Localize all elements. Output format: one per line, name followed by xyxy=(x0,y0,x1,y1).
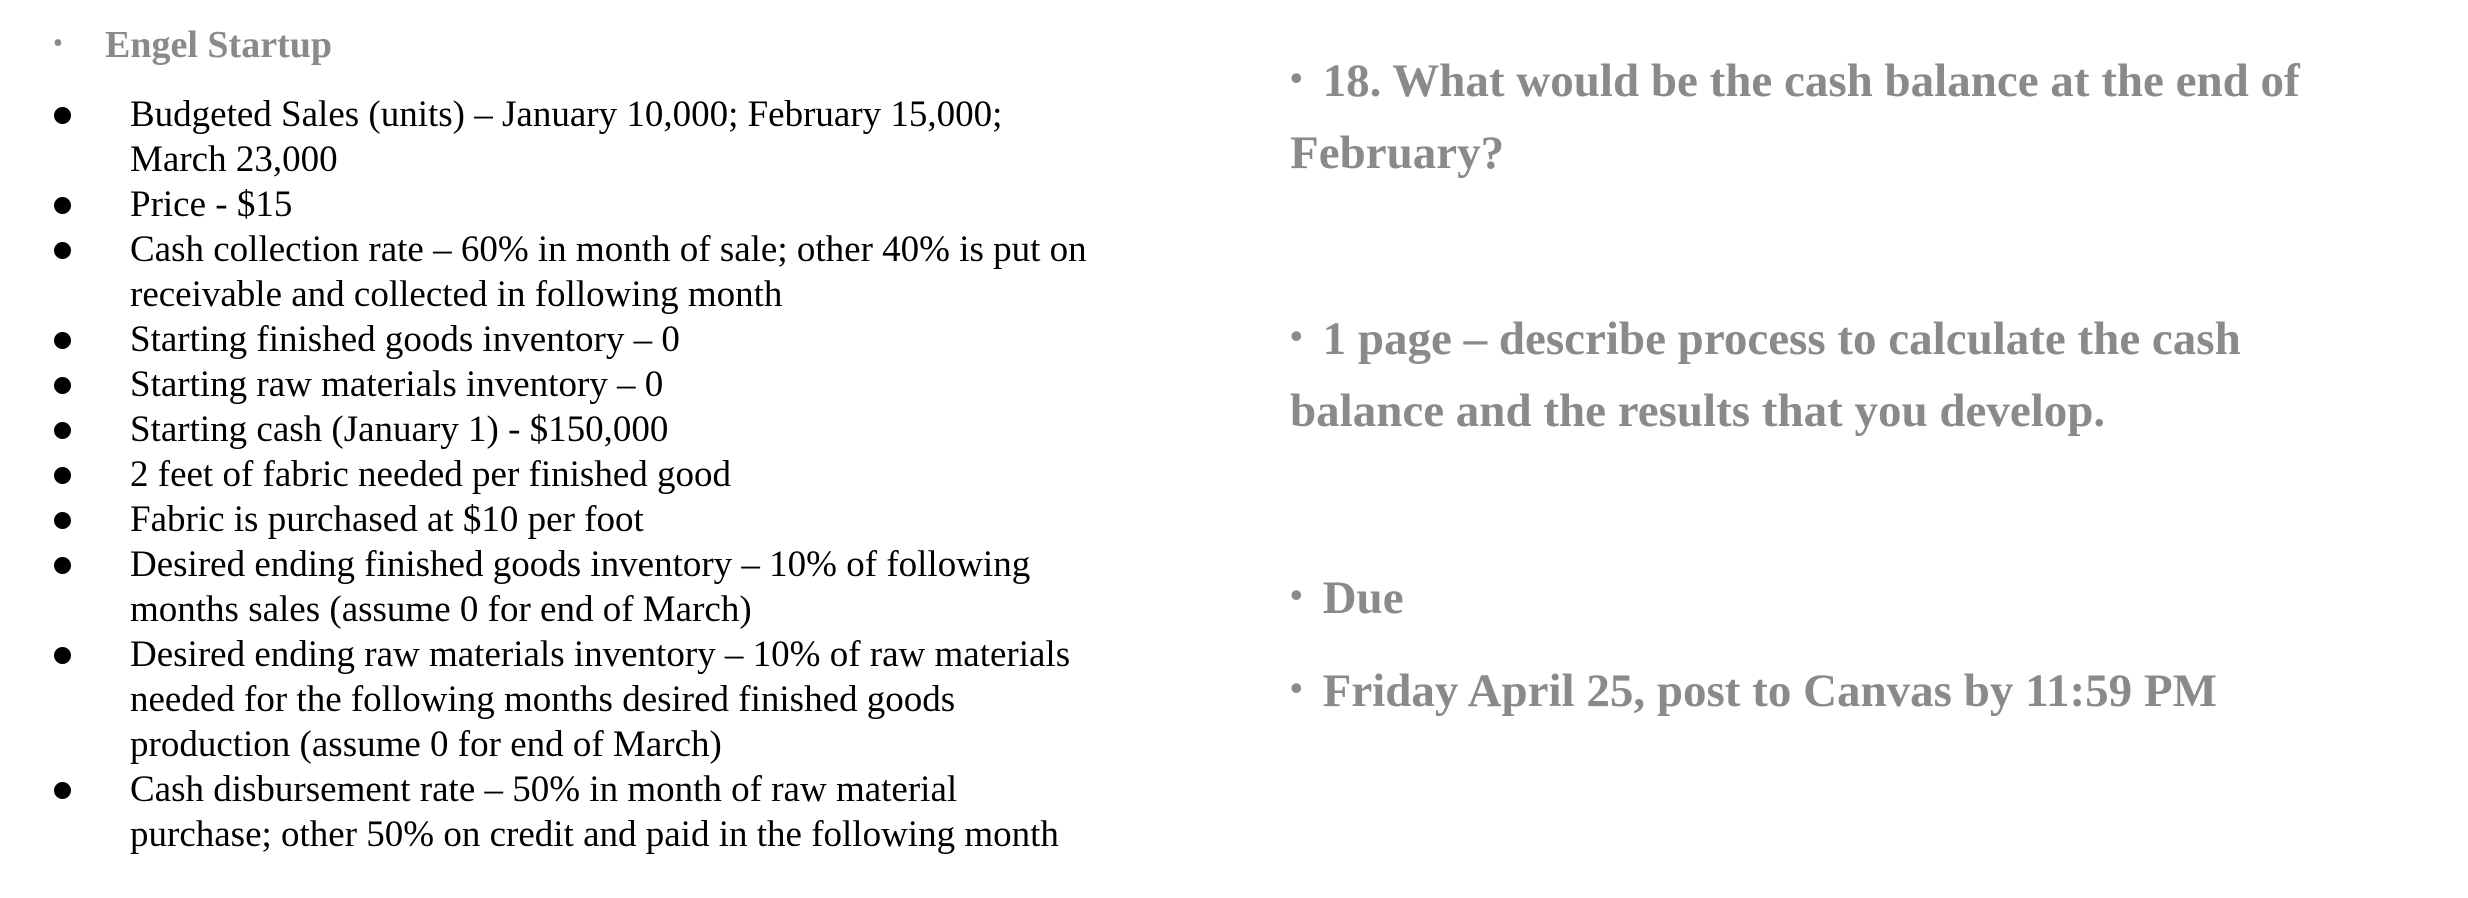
list-item-line: production (assume 0 for end of March) xyxy=(130,724,722,765)
list-item-line: months sales (assume 0 for end of March) xyxy=(130,589,752,630)
due-bullet: • xyxy=(1290,575,1303,615)
task-bullet: • xyxy=(1290,316,1303,356)
list-item xyxy=(0,92,1087,182)
bullet-dot xyxy=(54,377,71,394)
list-item-line: needed for the following months desired finished goods xyxy=(130,679,956,720)
due-date: Friday April 25, post to Canvas by 11:59 PM xyxy=(1322,665,2217,717)
bullet-dot xyxy=(54,782,71,799)
list-item-line: Cash collection rate – 60% in month of sale; other 40% is put on xyxy=(130,229,1087,270)
heading-text: Engel Startup xyxy=(105,24,332,66)
list-item xyxy=(0,452,1087,497)
bullet-dot xyxy=(54,422,71,439)
question-line-2: February? xyxy=(1290,127,1505,179)
bullet-dot xyxy=(54,242,71,259)
task-line-2: balance and the results that you develop. xyxy=(1290,385,2106,437)
question-text-1: 18. What would be the cash balance at the end of xyxy=(1322,55,2300,107)
list-item-line: Price - $15 xyxy=(130,184,293,225)
due-date-block xyxy=(1290,657,2217,729)
list-item xyxy=(0,227,1087,317)
list-item xyxy=(0,317,1087,362)
bullet-dot xyxy=(54,647,71,664)
bullet-dot xyxy=(54,197,71,214)
list-item xyxy=(0,407,1087,452)
list-item-line: Starting cash (January 1) - $150,000 xyxy=(130,409,669,450)
task-block xyxy=(1290,305,2241,446)
list-item-line: Starting finished goods inventory – 0 xyxy=(130,319,680,360)
list-item-line: Desired ending finished goods inventory – 10% of following xyxy=(130,544,1031,585)
bullet-dot xyxy=(54,107,71,124)
task-line-1 xyxy=(1290,305,2241,377)
list-item-line: purchase; other 50% on credit and paid in the following month xyxy=(130,814,1059,855)
task-text-1: 1 page – describe process to calculate the cash xyxy=(1322,313,2241,365)
list-item-line: 2 feet of fabric needed per finished good xyxy=(130,454,731,495)
question-block xyxy=(1290,47,2300,188)
question-line-1 xyxy=(1290,47,2300,119)
assumptions-list xyxy=(0,92,1087,857)
question-bullet: • xyxy=(1290,58,1303,98)
list-item xyxy=(0,182,1087,227)
due-date-bullet: • xyxy=(1290,668,1303,708)
due-label-block xyxy=(1290,564,1404,636)
list-item-line: March 23,000 xyxy=(130,139,338,180)
list-item-line: Desired ending raw materials inventory – 10% of raw materials xyxy=(130,634,1071,675)
bullet-dot xyxy=(54,332,71,349)
list-item-line: Budgeted Sales (units) – January 10,000; February 15,000; xyxy=(130,94,1003,135)
list-item-line: Fabric is purchased at $10 per foot xyxy=(130,499,644,540)
list-item-line: receivable and collected in following month xyxy=(130,274,783,315)
bullet-dot xyxy=(54,467,71,484)
list-item xyxy=(0,632,1087,767)
heading-bullet: • xyxy=(53,28,63,59)
list-item xyxy=(0,767,1087,857)
list-item xyxy=(0,497,1087,542)
list-item xyxy=(0,362,1087,407)
section-heading xyxy=(0,20,600,76)
list-item-line: Starting raw materials inventory – 0 xyxy=(130,364,664,405)
bullet-dot xyxy=(54,512,71,529)
bullet-dot xyxy=(54,557,71,574)
due-label: Due xyxy=(1322,572,1404,624)
list-item xyxy=(0,542,1087,632)
list-item-line: Cash disbursement rate – 50% in month of raw material xyxy=(130,769,958,810)
